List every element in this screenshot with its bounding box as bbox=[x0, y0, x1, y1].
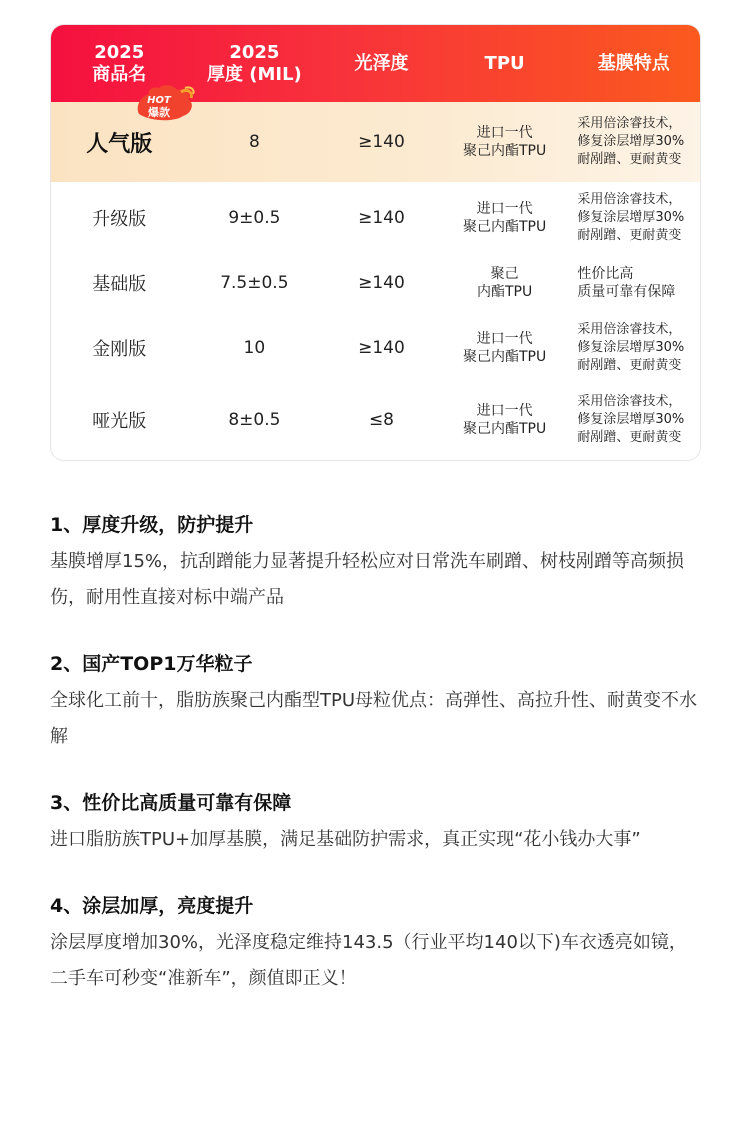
svg-text:爆款: 爆款 bbox=[148, 106, 170, 119]
product-name: 哑光版 bbox=[92, 411, 147, 432]
section-body: 全球化工前十，脂肪族聚己内酯型TPU母粒优点：高弹性、高拉升性、耐黄变不水解 bbox=[50, 690, 698, 747]
product-name: 金刚版 bbox=[92, 339, 147, 360]
tpu-value: 聚己 内酯TPU bbox=[476, 266, 533, 300]
thickness-value: 7.5±0.5 bbox=[220, 273, 289, 293]
table-row bbox=[51, 254, 700, 312]
feature-section bbox=[50, 512, 700, 616]
base-film-features: 性价比高 质量可靠有保障 bbox=[577, 266, 676, 300]
feature-section bbox=[50, 790, 700, 858]
tpu-value: 进口一代 聚己内酯TPU bbox=[462, 125, 547, 159]
header-gloss: 光泽度 bbox=[354, 52, 409, 74]
table-row bbox=[51, 182, 700, 254]
section-title: 3、性价比高质量可靠有保障 bbox=[50, 792, 292, 814]
tpu-value: 进口一代 聚己内酯TPU bbox=[462, 331, 547, 365]
hot-badge-icon bbox=[133, 84, 195, 124]
section-title: 1、厚度升级，防护提升 bbox=[50, 514, 254, 536]
table-row-featured bbox=[51, 95, 700, 182]
base-film-features: 采用倍涂睿技术， 修复涂层增厚30% 耐剐蹭、更耐黄变 bbox=[577, 192, 685, 243]
base-film-features: 采用倍涂睿技术， 修复涂层增厚30% 耐剐蹭、更耐黄变 bbox=[577, 394, 685, 445]
product-name: 基础版 bbox=[92, 274, 147, 295]
gloss-value: ≥140 bbox=[358, 132, 405, 152]
header-base-film: 基膜特点 bbox=[597, 52, 670, 74]
header-product-name: 2025 商品名 bbox=[92, 41, 147, 85]
tpu-value: 进口一代 聚己内酯TPU bbox=[462, 201, 547, 235]
svg-text:HOT: HOT bbox=[147, 95, 171, 106]
tpu-value: 进口一代 聚己内酯TPU bbox=[462, 403, 547, 437]
thickness-value: 9±0.5 bbox=[228, 208, 281, 228]
section-body: 涂层厚度增加30%，光泽度稳定维持143.5（行业平均140以下)车衣透亮如镜，二手车可秒变“准新车”，颜值即正义！ bbox=[50, 932, 687, 989]
base-film-features: 采用倍涂睿技术， 修复涂层增厚30% 耐剐蹭、更耐黄变 bbox=[577, 116, 685, 167]
gloss-value: ≥140 bbox=[358, 273, 405, 293]
section-body: 基膜增厚15%，抗刮蹭能力显著提升轻松应对日常洗车刷蹭、树枝剐蹭等高频损伤，耐用性直接对标中端产品 bbox=[50, 551, 685, 608]
product-name: 人气版 bbox=[86, 131, 153, 157]
feature-sections bbox=[50, 512, 700, 1032]
feature-section bbox=[50, 651, 700, 755]
table-row bbox=[51, 312, 700, 384]
gloss-value: ≤8 bbox=[368, 410, 394, 430]
gloss-value: ≥140 bbox=[358, 208, 405, 228]
section-title: 2、国产TOP1万华粒子 bbox=[50, 653, 253, 675]
feature-section bbox=[50, 893, 700, 997]
comparison-table bbox=[50, 24, 701, 461]
thickness-value: 10 bbox=[243, 338, 266, 358]
base-film-features: 采用倍涂睿技术， 修复涂层增厚30% 耐剐蹭、更耐黄变 bbox=[577, 322, 685, 373]
table-row bbox=[51, 384, 700, 456]
thickness-value: 8 bbox=[248, 132, 260, 152]
header-tpu: TPU bbox=[484, 52, 525, 74]
header-thickness: 2025 厚度 (MIL) bbox=[206, 41, 302, 85]
product-name: 升级版 bbox=[92, 209, 147, 230]
section-title: 4、涂层加厚，亮度提升 bbox=[50, 895, 254, 917]
gloss-value: ≥140 bbox=[358, 338, 405, 358]
section-body: 进口脂肪族TPU+加厚基膜，满足基础防护需求，真正实现“花小钱办大事” bbox=[50, 829, 641, 850]
thickness-value: 8±0.5 bbox=[228, 410, 281, 430]
